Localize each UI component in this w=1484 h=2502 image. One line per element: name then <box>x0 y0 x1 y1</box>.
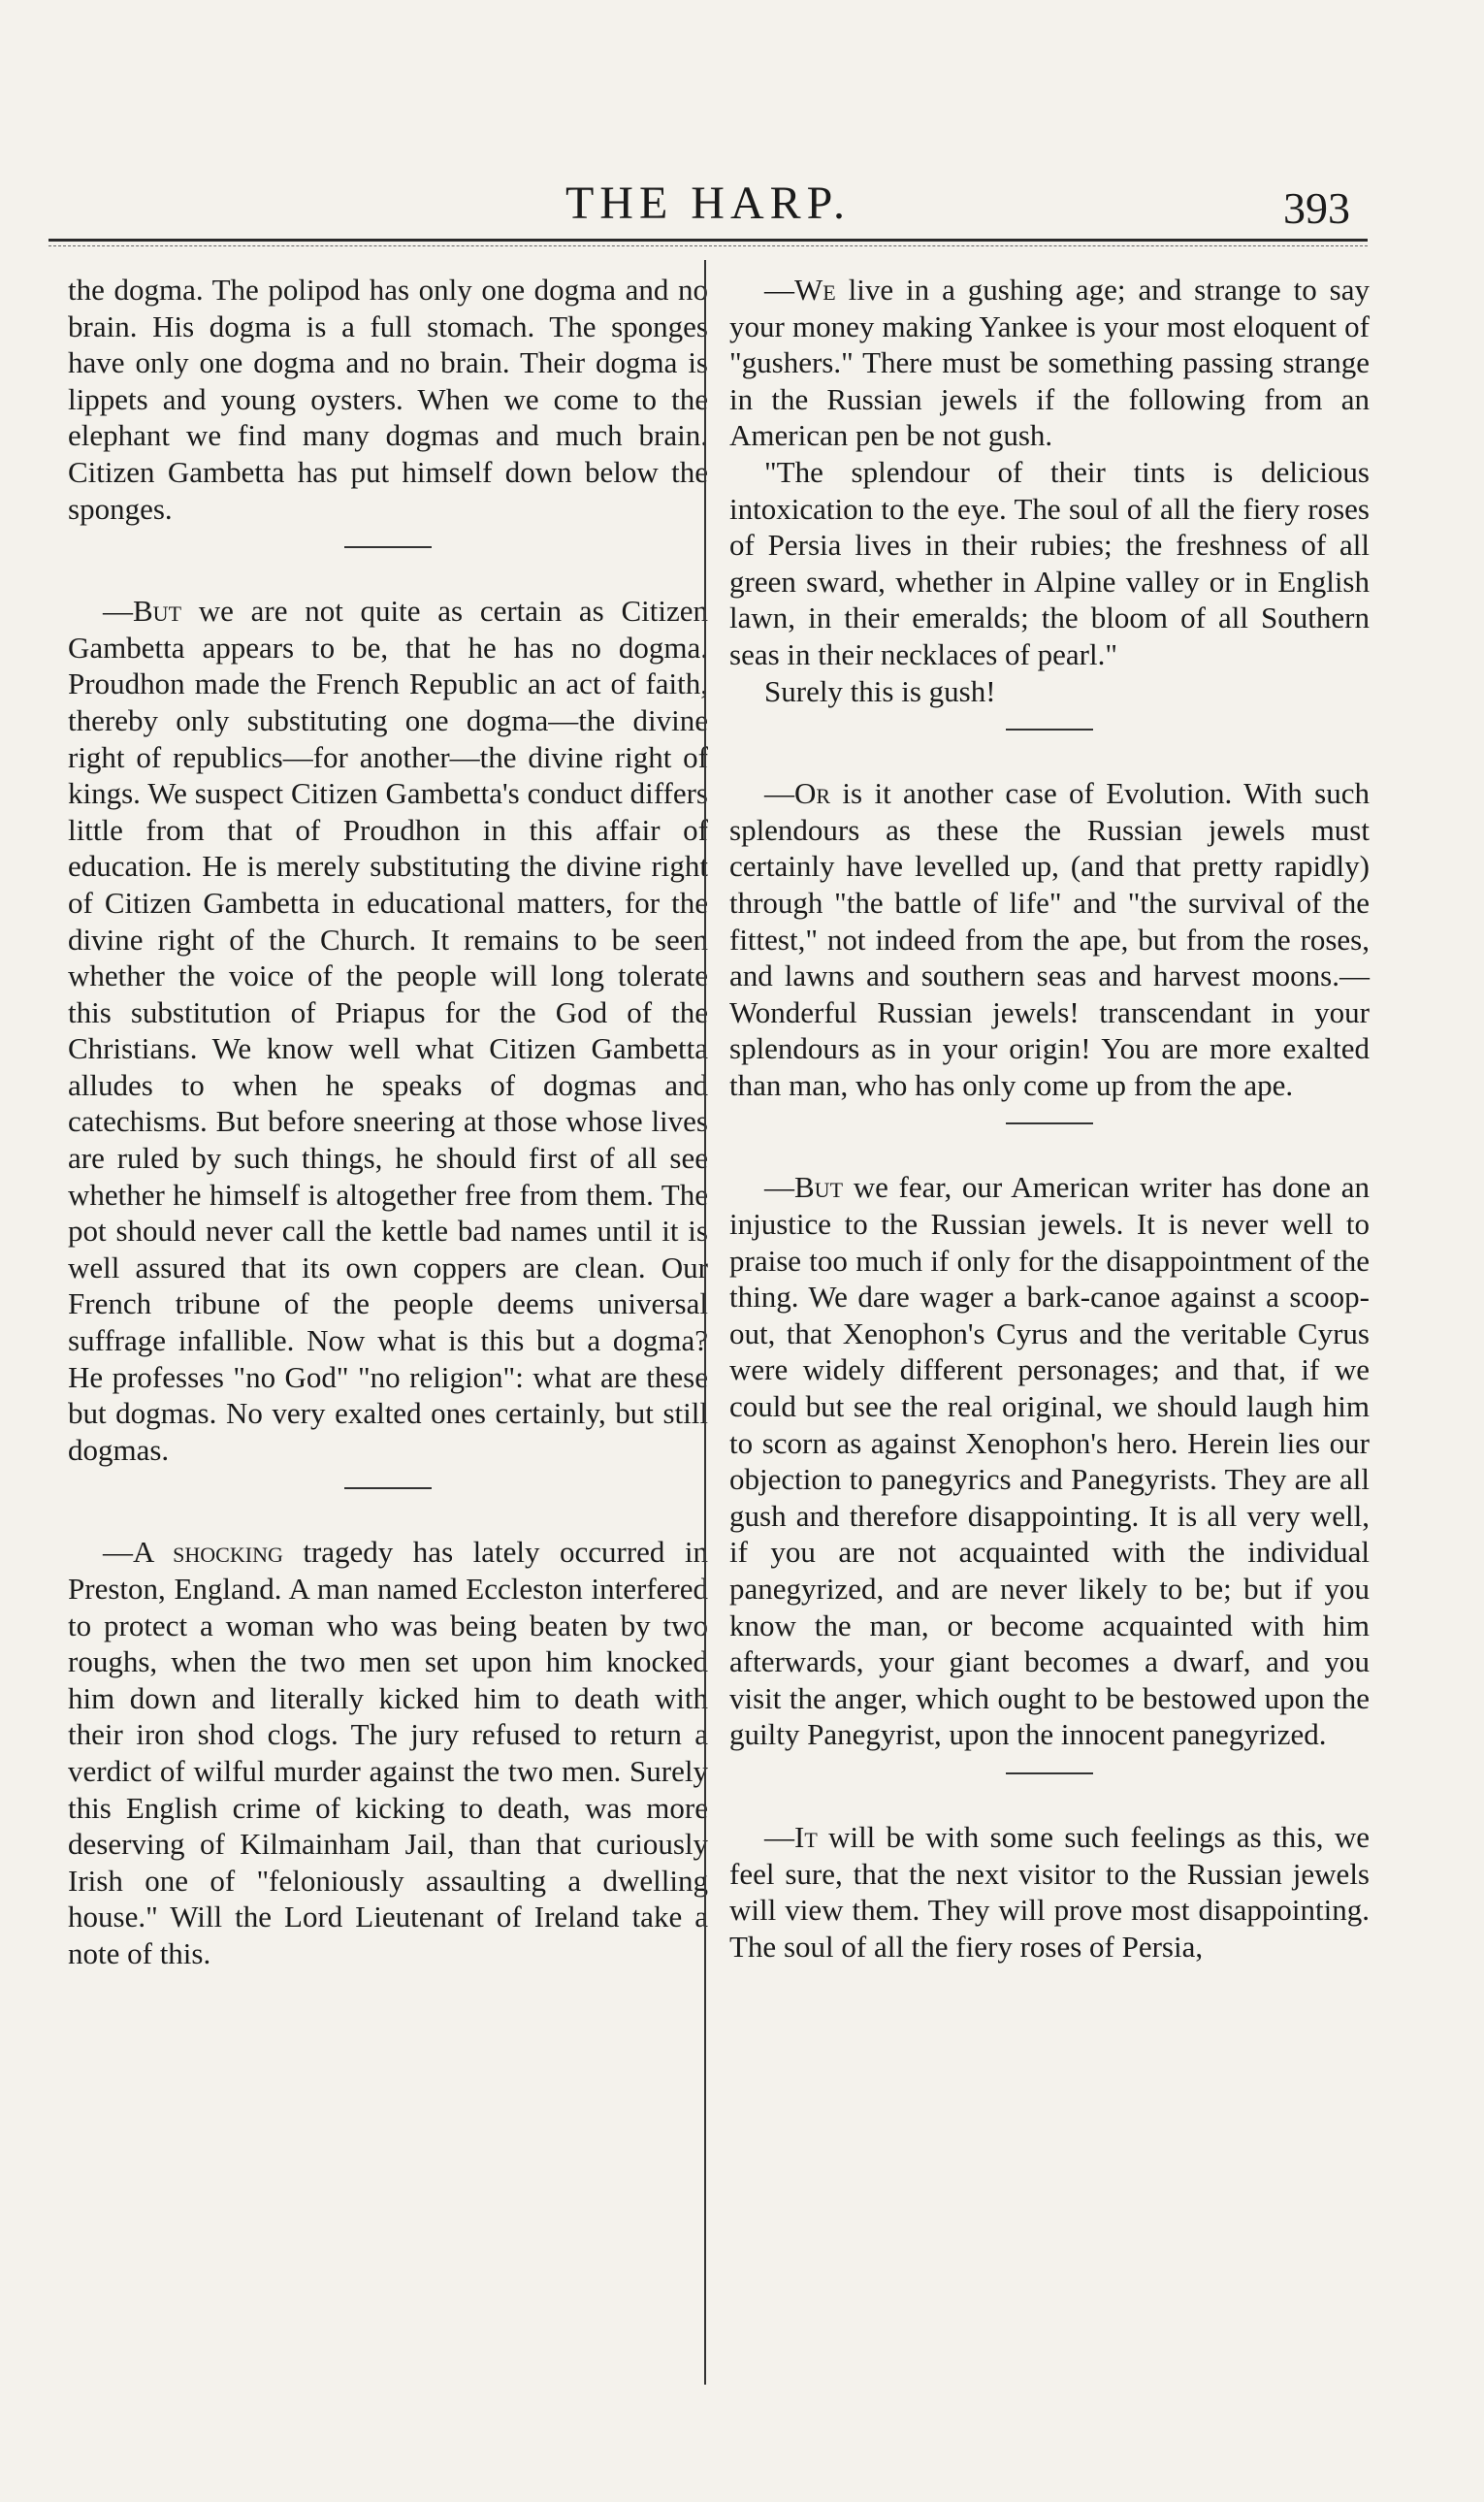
paragraph-preston-tragedy <box>68 1534 708 1971</box>
lead-in: —But <box>103 594 182 629</box>
paragraph-next-visitor <box>729 1819 1370 1965</box>
page-title: THE HARP. <box>565 178 852 229</box>
paragraph-body: will be with some such feelings as this, we feel sure, that the next visitor to the Russian jewels will view them. They will prove most disappointing. The soul of all the fiery roses of Persia, <box>729 1819 1370 1964</box>
lead-in: —But <box>764 1170 844 1205</box>
section-separator <box>344 1487 432 1489</box>
paragraph-panegyrists <box>729 1169 1370 1753</box>
section-separator <box>1006 729 1093 731</box>
lead-in: —Or <box>764 776 831 811</box>
right-column <box>729 272 1370 1965</box>
header-rule <box>48 239 1368 242</box>
section-separator <box>1006 1772 1093 1774</box>
column-divider <box>704 260 706 2385</box>
paragraph-body: is it another case of Evolution. With such splendours as these the Russian jewels must certainly have levelled up, (and that pretty rapidly) through "the battle of life" and "the survival of the fittest," not indeed from the ape, but from the roses, and lawns and southern seas and harvest moons.—Wonderful Russian jewels! transcendant in your splendours as in your origin! You are more exalted than man, who has only come up from the ape. <box>729 776 1370 1102</box>
paragraph-body: we are not quite as certain as Citizen Gambetta appears to be, that he has no dogma. Proudhon made the French Republic an act of faith, thereby only substituting one dogma—the divine right of republics—for another—the divine right of kings. We suspect Citizen Gambetta's conduct differs little from that of Proudhon in this affair of education. He is merely substituting the divine right of Citizen Gambetta in educational matters, for the divine right of the Church. It remains to be seen whether the voice of the people will long tolerate this substitution of Priapus for the God of the Christians. We know well what Citizen Gambetta alludes to when he speaks of dogmas and catechisms. But before sneering at those whose lives are ruled by such things, he should first of all see whether he himself is altogether free from them. The pot should never call the kettle bad names until it is well assured that its own coppers are clean. Our French tribune of the people deems universal suffrage infallible. Now what is this but a dogma? He professes "no God" "no religion": what are these but dogmas. No very exalted ones certainly, but still dogmas. <box>68 594 708 1467</box>
paragraph-gushing-age <box>729 272 1370 454</box>
paragraph-body: live in a gushing age; and strange to say your money making Yankee is your most eloquent of "gushers." There must be something passing strange in the Russian jewels if the following from an American pen be not gush. <box>729 273 1370 453</box>
paragraph-body: tragedy has lately occurred in Preston, England. A man named Eccleston interfered to protect a woman who was being beaten by two roughs, when the two men set upon him knocked him down and literally kicked him to death with their iron shod clogs. The jury refused to return a verdict of wilful murder against the two men. Surely this English crime of kicking to death, was more deserving of Kilmainham Jail, than that curiously Irish one of "feloniously assaulting a dwelling house." Will the Lord Lieutenant of Ireland take a note of this. <box>68 1535 709 1970</box>
header-rule-dashed <box>48 245 1368 246</box>
paragraph-evolution <box>729 775 1370 1103</box>
lead-in: —We <box>764 273 836 307</box>
left-column <box>68 272 708 1972</box>
lead-in: —A shocking <box>103 1535 283 1570</box>
lead-in: —It <box>764 1819 818 1854</box>
paragraph-gambetta <box>68 593 708 1468</box>
paragraph-quote: "The splendour of their tints is delicious intoxication to the eye. The soul of all the fiery roses of Persia lives in their rubies; the freshness of all green sward, whether in Alpine valley or in English lawn, in their emeralds; the bloom of all Southern seas in their necklaces of pearl." <box>729 454 1370 671</box>
paragraph-dogma-continued: the dogma. The polipod has only one dogma and no brain. His dogma is a full stomach. The sponges have only one dogma and no brain. Their dogma is lippets and young oysters. When we come to the elephant we find many dogmas and much brain. Citizen Gambetta has put himself down below the sponges. <box>68 273 708 526</box>
section-separator <box>1006 1122 1093 1124</box>
section-separator <box>344 546 432 548</box>
page-number: 393 <box>1283 183 1350 233</box>
paragraph-body: we fear, our American writer has done an injustice to the Russian jewels. It is never well to praise too much if only for the disappointment of the thing. We dare wager a bark-canoe against a scoop-out, that Xenophon's Cyrus and the veritable Cyrus were widely different personages; and that, if we could but see the real original, we should laugh him to scorn as against Xenophon's hero. Herein lies our objection to panegyrics and Panegyrists. They are all gush and therefore disappointing. It is all very well, if you are not acquainted with the individual panegyrized, and are never likely to be; but if you know the man, or become acquainted with him afterwards, your giant becomes a dwarf, and you visit the anger, which ought to be bestowed upon the guilty Panegyrist, upon the innocent panegyrized. <box>729 1170 1370 1752</box>
paragraph-gush: Surely this is gush! <box>764 673 996 708</box>
